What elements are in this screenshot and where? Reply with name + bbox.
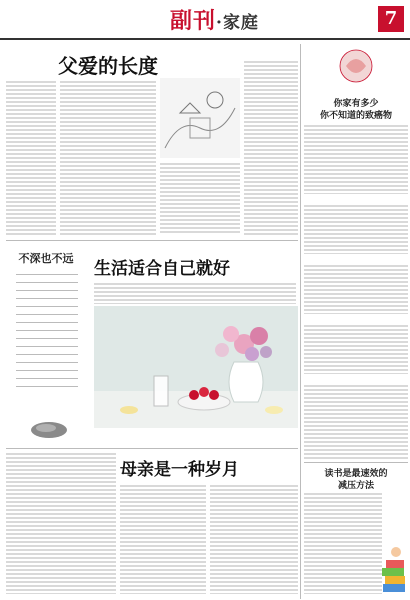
sidebar1-body-5 bbox=[304, 384, 408, 459]
sidebar2-title-line2: 减压方法 bbox=[337, 481, 374, 491]
article3-body-col1 bbox=[6, 452, 116, 594]
poem-title: 不深也不远 bbox=[18, 252, 74, 265]
article1-body-col1 bbox=[6, 80, 56, 235]
sidebar1-body-4 bbox=[304, 324, 408, 374]
article3-body-col2 bbox=[120, 484, 206, 594]
book-stack-illustration bbox=[380, 540, 408, 596]
sidebar1-body-1 bbox=[304, 124, 408, 194]
sidebar1-title-line1: 你家有多少 bbox=[333, 99, 379, 109]
section-title bbox=[170, 4, 290, 35]
sidebar2-title-line1: 读书是最速效的 bbox=[324, 469, 388, 479]
rule-article1 bbox=[6, 240, 298, 241]
sidebar1-body-2 bbox=[304, 204, 408, 254]
article3-body-col3 bbox=[210, 484, 298, 594]
article2-lead bbox=[94, 282, 296, 304]
article1-body-col4 bbox=[244, 60, 298, 235]
article1-body-col3 bbox=[160, 162, 240, 235]
article1-body-col2 bbox=[60, 80, 156, 235]
section-title-sub: 家庭 bbox=[222, 13, 259, 33]
poem-box bbox=[6, 246, 86, 431]
page-number: 7 bbox=[378, 6, 404, 32]
section-title-dot: · bbox=[216, 13, 223, 33]
article2-photo bbox=[94, 306, 298, 428]
poem-lines bbox=[6, 272, 86, 392]
article2-title: 生活适合自己就好 bbox=[94, 259, 230, 279]
sidebar1-title-line2: 你不知道的致癌物 bbox=[319, 111, 392, 121]
column-divider bbox=[300, 44, 301, 599]
rule-article2 bbox=[6, 448, 298, 449]
sidebar2-body bbox=[304, 492, 382, 594]
section-title-main: 副刊 bbox=[170, 8, 217, 34]
article1-title: 父爱的长度 bbox=[58, 54, 158, 78]
poem-lines-placeholder bbox=[16, 272, 78, 392]
article1-illustration bbox=[160, 78, 240, 158]
article3-title: 母亲是一种岁月 bbox=[120, 460, 239, 480]
poem-pebble-image bbox=[14, 412, 84, 442]
rule-sidebar2 bbox=[304, 462, 408, 463]
sidebar1-body-3 bbox=[304, 264, 408, 314]
